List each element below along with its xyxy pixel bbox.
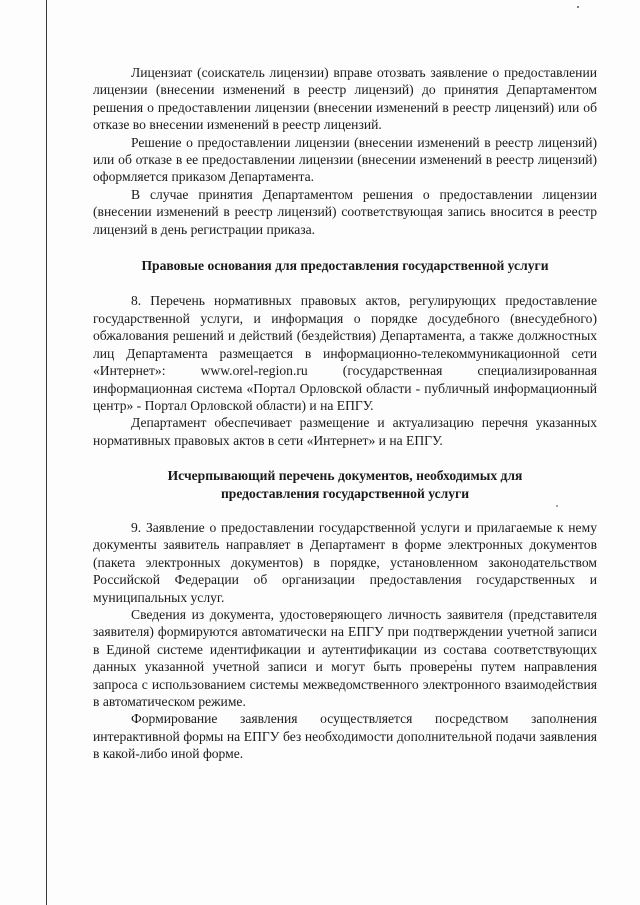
paragraph-application-submission: 9. Заявление о предоставлении государственной услуги и прилагаемые к нему документы заявитель направляет в Департамент в форме электронных документов (пакета электронных документов) в порядке, установленном законодательством Российской Федерации об организации предоставления государственных и муниципальных услуг.	[93, 519, 597, 605]
paragraph-decision-order: Решение о предоставлении лицензии (внесении изменений в реестр лицензий) или об отказе в ее предоставлении лицензии (внесении изменений в реестр лицензий) оформляется приказом Департамента.	[93, 134, 597, 185]
paragraph-department-publishes: Департамент обеспечивает размещение и актуализацию перечня указанных нормативных правовых актов в сети «Интернет» и на ЕПГУ.	[93, 415, 597, 448]
section-heading-legal-basis: Правовые основания для предоставления государственной услуги	[141, 258, 549, 274]
scan-speck	[577, 6, 579, 8]
binding-margin-line	[46, 0, 47, 905]
paragraph-identity-data: Сведения из документа, удостоверяющего личность заявителя (представителя заявителя) формируются автоматически на ЕПГУ при подтверждении учетной записи в Единой системе идентификации и аутентификации из состава соответствующих данных указанной учетной записи и могут быть проверены путем направления запроса с использованием системы межведомственного электронного взаимодействия в автоматическом режиме.	[93, 606, 597, 709]
paragraph-registry-entry: В случае принятия Департаментом решения о предоставлении лицензии (внесении изменений в реестр лицензий) соответствующая запись вносится в реестр лицензий в день регистрации приказа.	[93, 186, 597, 237]
document-body	[93, 64, 597, 763]
section-heading-documents	[93, 467, 597, 502]
paragraph-interactive-form: Формирование заявления осуществляется посредством заполнения интерактивной формы на ЕПГУ без необходимости дополнительной подачи заявления в какой-либо иной форме.	[93, 711, 597, 762]
paragraph-withdraw-application: Лицензиат (соискатель лицензии) вправе отозвать заявление о предоставлении лицензии (внесении изменений в реестр лицензий) до принятия Департаментом решения о предоставлении лицензии (внесении изменений в реестр лицензий) или об отказе во внесении изменений в реестр лицензий.	[93, 65, 597, 133]
section-heading-documents-line1: Исчерпывающий перечень документов, необходимых для	[167, 468, 523, 484]
paragraph-regulatory-acts: 8. Перечень нормативных правовых актов, регулирующих предоставление государственной услуги, и информация о порядке досудебного (внесудебного) обжалования решений и действий (бездействия) Департамента, а также должностных лиц Департамента размещается в информационно-телекоммуникационной сети «Интернет»: www.orel-region.ru (государственная специализированная информационная система «Портал Орловской области - публичный информационный центр» - Портал Орловской области) и на ЕПГУ.	[93, 293, 597, 413]
section-heading-documents-line2: предоставления государственной услуги	[220, 485, 470, 501]
